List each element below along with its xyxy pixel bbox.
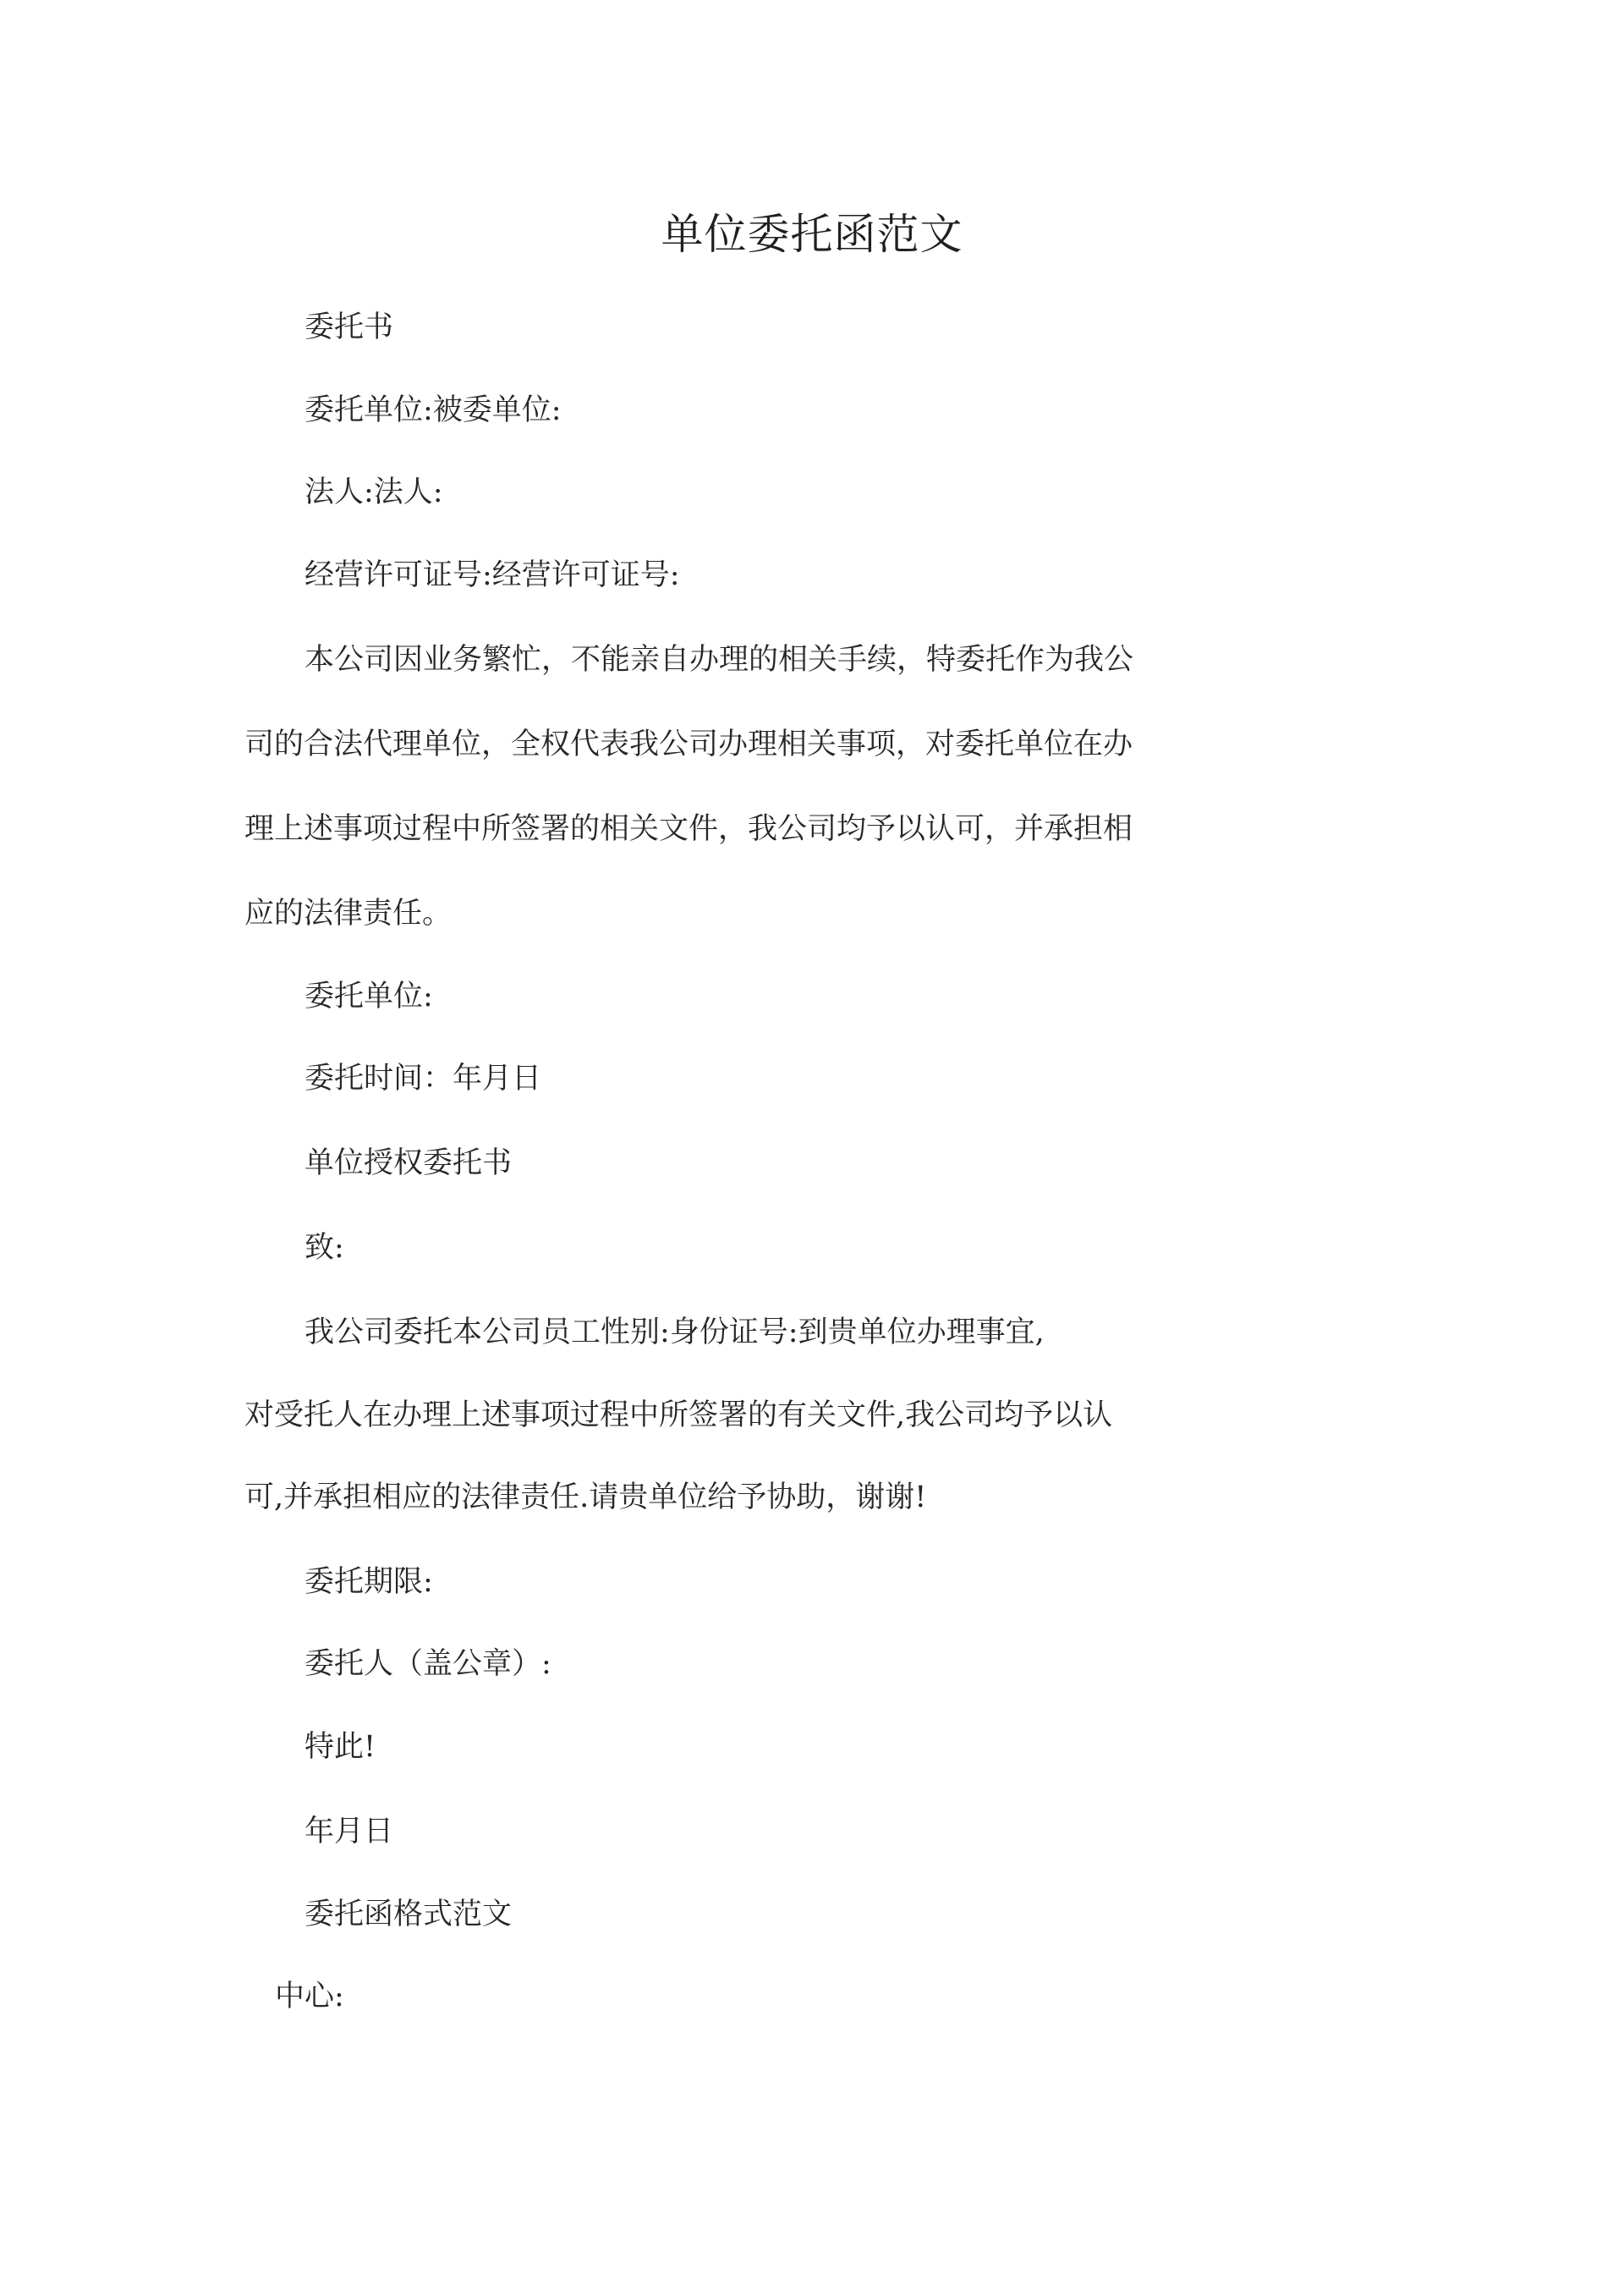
field-entrusting-unit-signature: 委托单位: xyxy=(304,980,433,1013)
field-entrust-period: 委托期限: xyxy=(304,1565,433,1599)
paragraph-line: 可,并承担相应的法律责任.请贵单位给予协助，谢谢! xyxy=(244,1480,927,1514)
salutation-center: 中心: xyxy=(275,1980,344,2013)
field-principal-seal: 委托人（盖公章）: xyxy=(304,1647,551,1681)
paragraph-line: 对受托人在办理上述事项过程中所签署的有关文件,我公司均予以认 xyxy=(244,1398,1113,1432)
salutation: 致: xyxy=(304,1231,344,1265)
heading-format-sample: 委托函格式范文 xyxy=(304,1898,513,1931)
paragraph-line: 理上述事项过程中所签署的相关文件，我公司均予以认可，并承担相 xyxy=(244,812,1133,846)
paragraph-line: 司的合法代理单位，全权代表我公司办理相关事项，对委托单位在办 xyxy=(244,728,1133,761)
paragraph-line: 本公司因业务繁忙，不能亲自办理的相关手续，特委托作为我公 xyxy=(304,643,1134,677)
document-title: 单位委托函范文 xyxy=(661,210,963,259)
closing-remark: 特此! xyxy=(304,1730,376,1764)
field-entrust-date: 委托时间：年月日 xyxy=(304,1062,542,1096)
heading-authorization: 单位授权委托书 xyxy=(304,1146,513,1180)
heading-weituoshu: 委托书 xyxy=(304,310,394,344)
field-date: 年月日 xyxy=(304,1815,394,1848)
paragraph-line: 应的法律责任。 xyxy=(244,897,453,931)
field-legal-person: 法人:法人: xyxy=(304,475,443,509)
field-license-number: 经营许可证号:经营许可证号: xyxy=(304,558,680,592)
paragraph-line: 我公司委托本公司员工性别:身份证号:到贵单位办理事宜, xyxy=(304,1316,1045,1349)
field-entrusting-unit: 委托单位:被委单位: xyxy=(304,393,562,427)
